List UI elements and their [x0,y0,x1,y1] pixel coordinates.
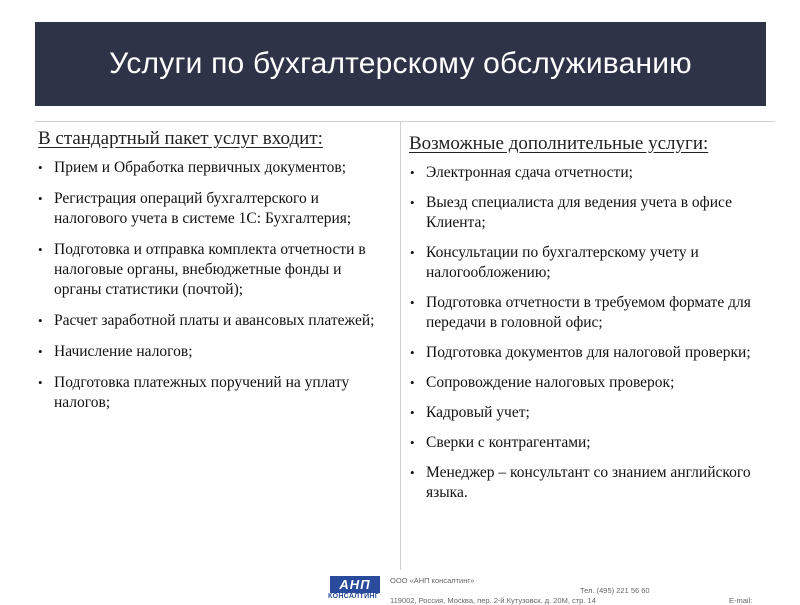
list-item-text: Выезд специалиста для ведения учета в офисе Клиента; [426,194,732,231]
additional-services-heading: Возможные дополнительные услуги: [409,133,709,154]
company-logo [328,576,382,601]
list-item [408,163,793,183]
list-item [408,373,793,393]
list-item-text: Подготовка документов для налоговой проверки; [426,344,751,361]
list-item-text: Прием и Обработка первичных документов; [54,159,347,176]
bullet-icon: • [38,191,43,206]
column-divider [400,122,401,570]
logo-subtitle: КОНСАЛТИНГ [328,593,380,600]
bullet-icon: • [410,435,415,450]
bullet-icon: • [410,295,415,310]
footer-phone: Тел. (495) 221 56 60 [580,586,650,595]
footer-email: E-mail: [729,596,753,605]
list-item [408,243,793,283]
bullet-icon: • [410,375,415,390]
standard-package-column [36,128,391,424]
list-item-text: Подготовка и отправка комплекта отчетности в налоговые органы, внебюджетные фонды и органы статистики (почтой); [54,241,366,298]
bullet-icon: • [38,344,43,359]
title-bar [35,22,766,106]
list-item [408,293,793,333]
footer-address: 119002, Россия, Москва, пер. 2-й Кутузовск. д. 20М, стр. 14 [390,596,596,605]
list-item [36,373,391,413]
page-title: Услуги по бухгалтерскому обслуживанию [109,47,692,80]
bullet-icon: • [410,405,415,420]
list-item-text: Электронная сдача отчетности; [426,164,633,181]
additional-services-list [408,163,793,503]
list-item [36,158,391,178]
list-item-text: Подготовка отчетности в требуемом формате для передачи в головной офис; [426,294,751,331]
bullet-icon: • [38,313,43,328]
bullet-icon: • [410,465,415,480]
list-item-text: Кадровый учет; [426,404,530,421]
list-item-text: Расчет заработной платы и авансовых платежей; [54,312,375,329]
standard-package-heading: В стандартный пакет услуг входит: [38,128,323,149]
list-item [408,343,793,363]
list-item [408,463,793,503]
list-item [36,240,391,300]
footer-company: ООО «АНП консалтинг» [390,576,475,585]
list-item [408,403,793,423]
list-item-text: Сопровождение налоговых проверок; [426,374,675,391]
list-item-text: Консультации по бухгалтерскому учету и налогообложению; [426,244,699,281]
list-item [36,342,391,362]
bullet-icon: • [410,345,415,360]
column-top-rule [35,121,775,122]
bullet-icon: • [410,195,415,210]
additional-services-column [408,128,793,513]
standard-package-list [36,158,391,413]
bullet-icon: • [410,165,415,180]
list-item-text: Менеджер – консультант со знанием английского языка. [426,464,751,501]
list-item [408,193,793,233]
list-item-text: Сверки с контрагентами; [426,434,591,451]
bullet-icon: • [38,160,43,175]
list-item-text: Начисление налогов; [54,343,193,360]
logo-mark: АНП [330,576,380,593]
bullet-icon: • [410,245,415,260]
list-item [408,433,793,453]
list-item [36,311,391,331]
list-item [36,189,391,229]
footer [328,574,800,605]
bullet-icon: • [38,375,43,390]
list-item-text: Регистрация операций бухгалтерского и налогового учета в системе 1С: Бухгалтерия; [54,190,352,227]
list-item-text: Подготовка платежных поручений на уплату налогов; [54,374,350,411]
bullet-icon: • [38,242,43,257]
